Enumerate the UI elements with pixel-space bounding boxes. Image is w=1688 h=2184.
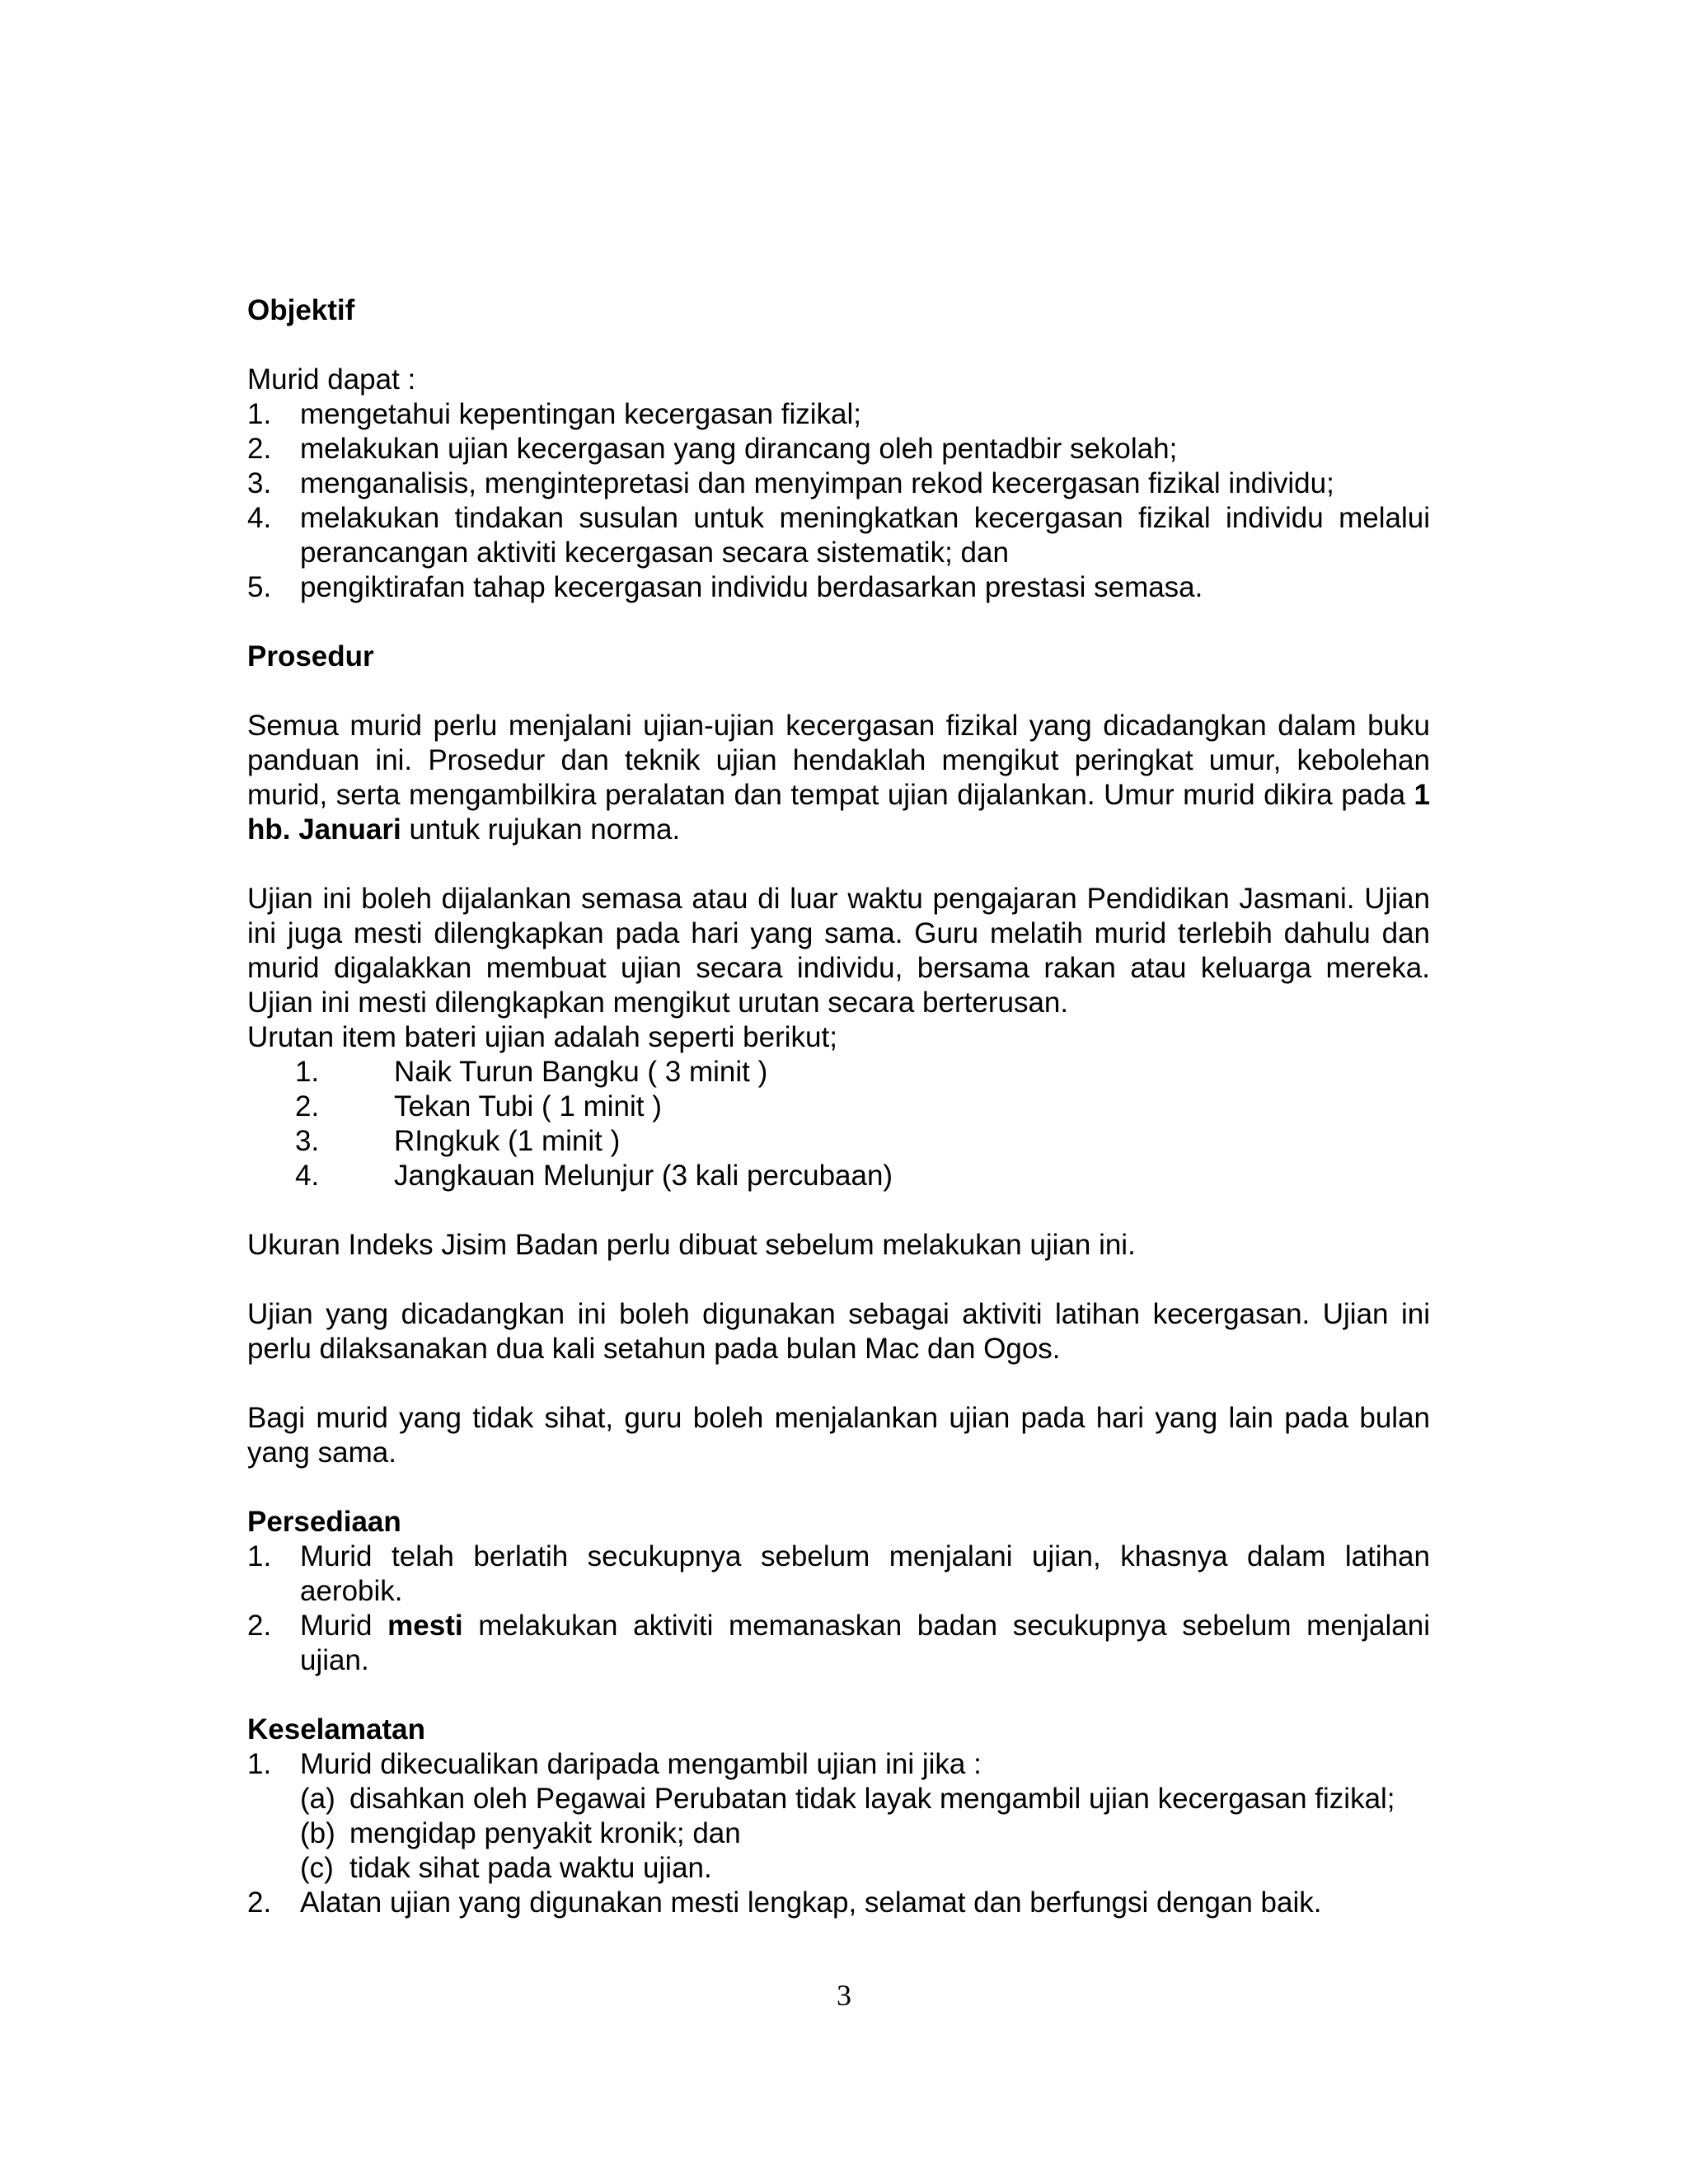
list-item: 4. Jangkauan Melunjur (3 kali percubaan) (295, 1160, 893, 1192)
prosedur-paragraph-4: Ujian yang dicadangkan ini boleh digunakan sebagai aktiviti latihan kecergasan. Ujian ini perlu dilaksanakan dua kali setahun pada bulan Mac dan Ogos. (247, 1298, 1430, 1365)
list-item: 1. mengetahui kepentingan kecergasan fizikal; (247, 398, 861, 430)
persediaan-list (247, 1540, 1430, 1678)
prosedur-paragraph-3: Ukuran Indeks Jisim Badan perlu dibuat sebelum melakukan ujian ini. (247, 1229, 1136, 1261)
prosedur-battery-intro: Urutan item bateri ujian adalah seperti berikut; (247, 1021, 837, 1053)
list-item: 1. Murid telah berlatih secukupnya sebelum menjalani ujian, khasnya dalam latihan aerobik. (247, 1540, 1430, 1607)
objektif-list (247, 397, 1430, 605)
page-number: 3 (837, 1979, 851, 2012)
prosedur-paragraph-2: Ujian ini boleh dijalankan semasa atau di luar waktu pengajaran Pendidikan Jasmani. Ujian ini juga mesti dilengkapkan pada hari yang sama. Guru melatih murid terlebih dahulu dan murid digalakkan membuat ujian secara individu, bersama rakan atau keluarga mereka. Ujian ini mesti dilengkapkan mengikut urutan secara berterusan. (247, 883, 1430, 1019)
prosedur-paragraph-1: Semua murid perlu menjalani ujian-ujian kecergasan fizikal yang dicadangkan dalam buku panduan ini. Prosedur dan teknik ujian hendaklah mengikut peringkat umur, kebolehan murid, serta mengambilkira peralatan dan tempat ujian dijalankan. Umur murid dikira pada 1 hb. Januari untuk rujukan norma. (247, 710, 1430, 846)
prosedur-heading: Prosedur (247, 640, 374, 673)
list-item: 1. Naik Turun Bangku ( 3 minit ) (295, 1056, 768, 1088)
list-item: 2. Alatan ujian yang digunakan mesti lengkap, selamat dan berfungsi dengan baik. (247, 1886, 1322, 1919)
list-item: 1. Murid dikecualikan daripada mengambil ujian ini jika : (a) disahkan oleh Pegawai Perubatan tidak layak mengambil ujian kecergasan fizikal; (b) mengidap penyakit kronik; dan (c) tidak sihat pada waktu ujian. (247, 1747, 1430, 1886)
battery-list (247, 1055, 1430, 1193)
list-item: 2. melakukan ujian kecergasan yang dirancang oleh pentadbir sekolah; (247, 433, 1178, 465)
keselamatan-list (247, 1747, 1430, 1920)
keselamatan-sublist (300, 1782, 1430, 1886)
page-content (247, 293, 1430, 1920)
list-item: (a) disahkan oleh Pegawai Perubatan tidak layak mengambil ujian kecergasan fizikal; (300, 1783, 1395, 1815)
objektif-heading: Objektif (247, 294, 355, 326)
list-item: 3. menganalisis, mengintepretasi dan menyimpan rekod kecergasan fizikal individu; (247, 467, 1334, 499)
list-item: 3. RIngkuk (1 minit ) (295, 1125, 621, 1157)
list-item: 5. pengiktirafan tahap kecergasan individu berdasarkan prestasi semasa. (247, 571, 1203, 603)
list-item: 2. Tekan Tubi ( 1 minit ) (295, 1090, 662, 1122)
objektif-intro: Murid dapat : (247, 363, 416, 396)
persediaan-heading: Persediaan (247, 1506, 401, 1538)
list-item: (b) mengidap penyakit kronik; dan (300, 1817, 741, 1849)
keselamatan-heading: Keselamatan (247, 1713, 425, 1746)
prosedur-paragraph-5: Bagi murid yang tidak sihat, guru boleh menjalankan ujian pada hari yang lain pada bulan yang sama. (247, 1402, 1430, 1469)
list-item: 2. Murid mesti melakukan aktiviti memanaskan badan secukupnya sebelum menjalani ujian. (247, 1610, 1430, 1676)
list-item: 4. melakukan tindakan susulan untuk meningkatkan kecergasan fizikal individu melalui perancangan aktiviti kecergasan secara sistematik; dan (247, 502, 1430, 569)
list-item: (c) tidak sihat pada waktu ujian. (300, 1852, 712, 1884)
